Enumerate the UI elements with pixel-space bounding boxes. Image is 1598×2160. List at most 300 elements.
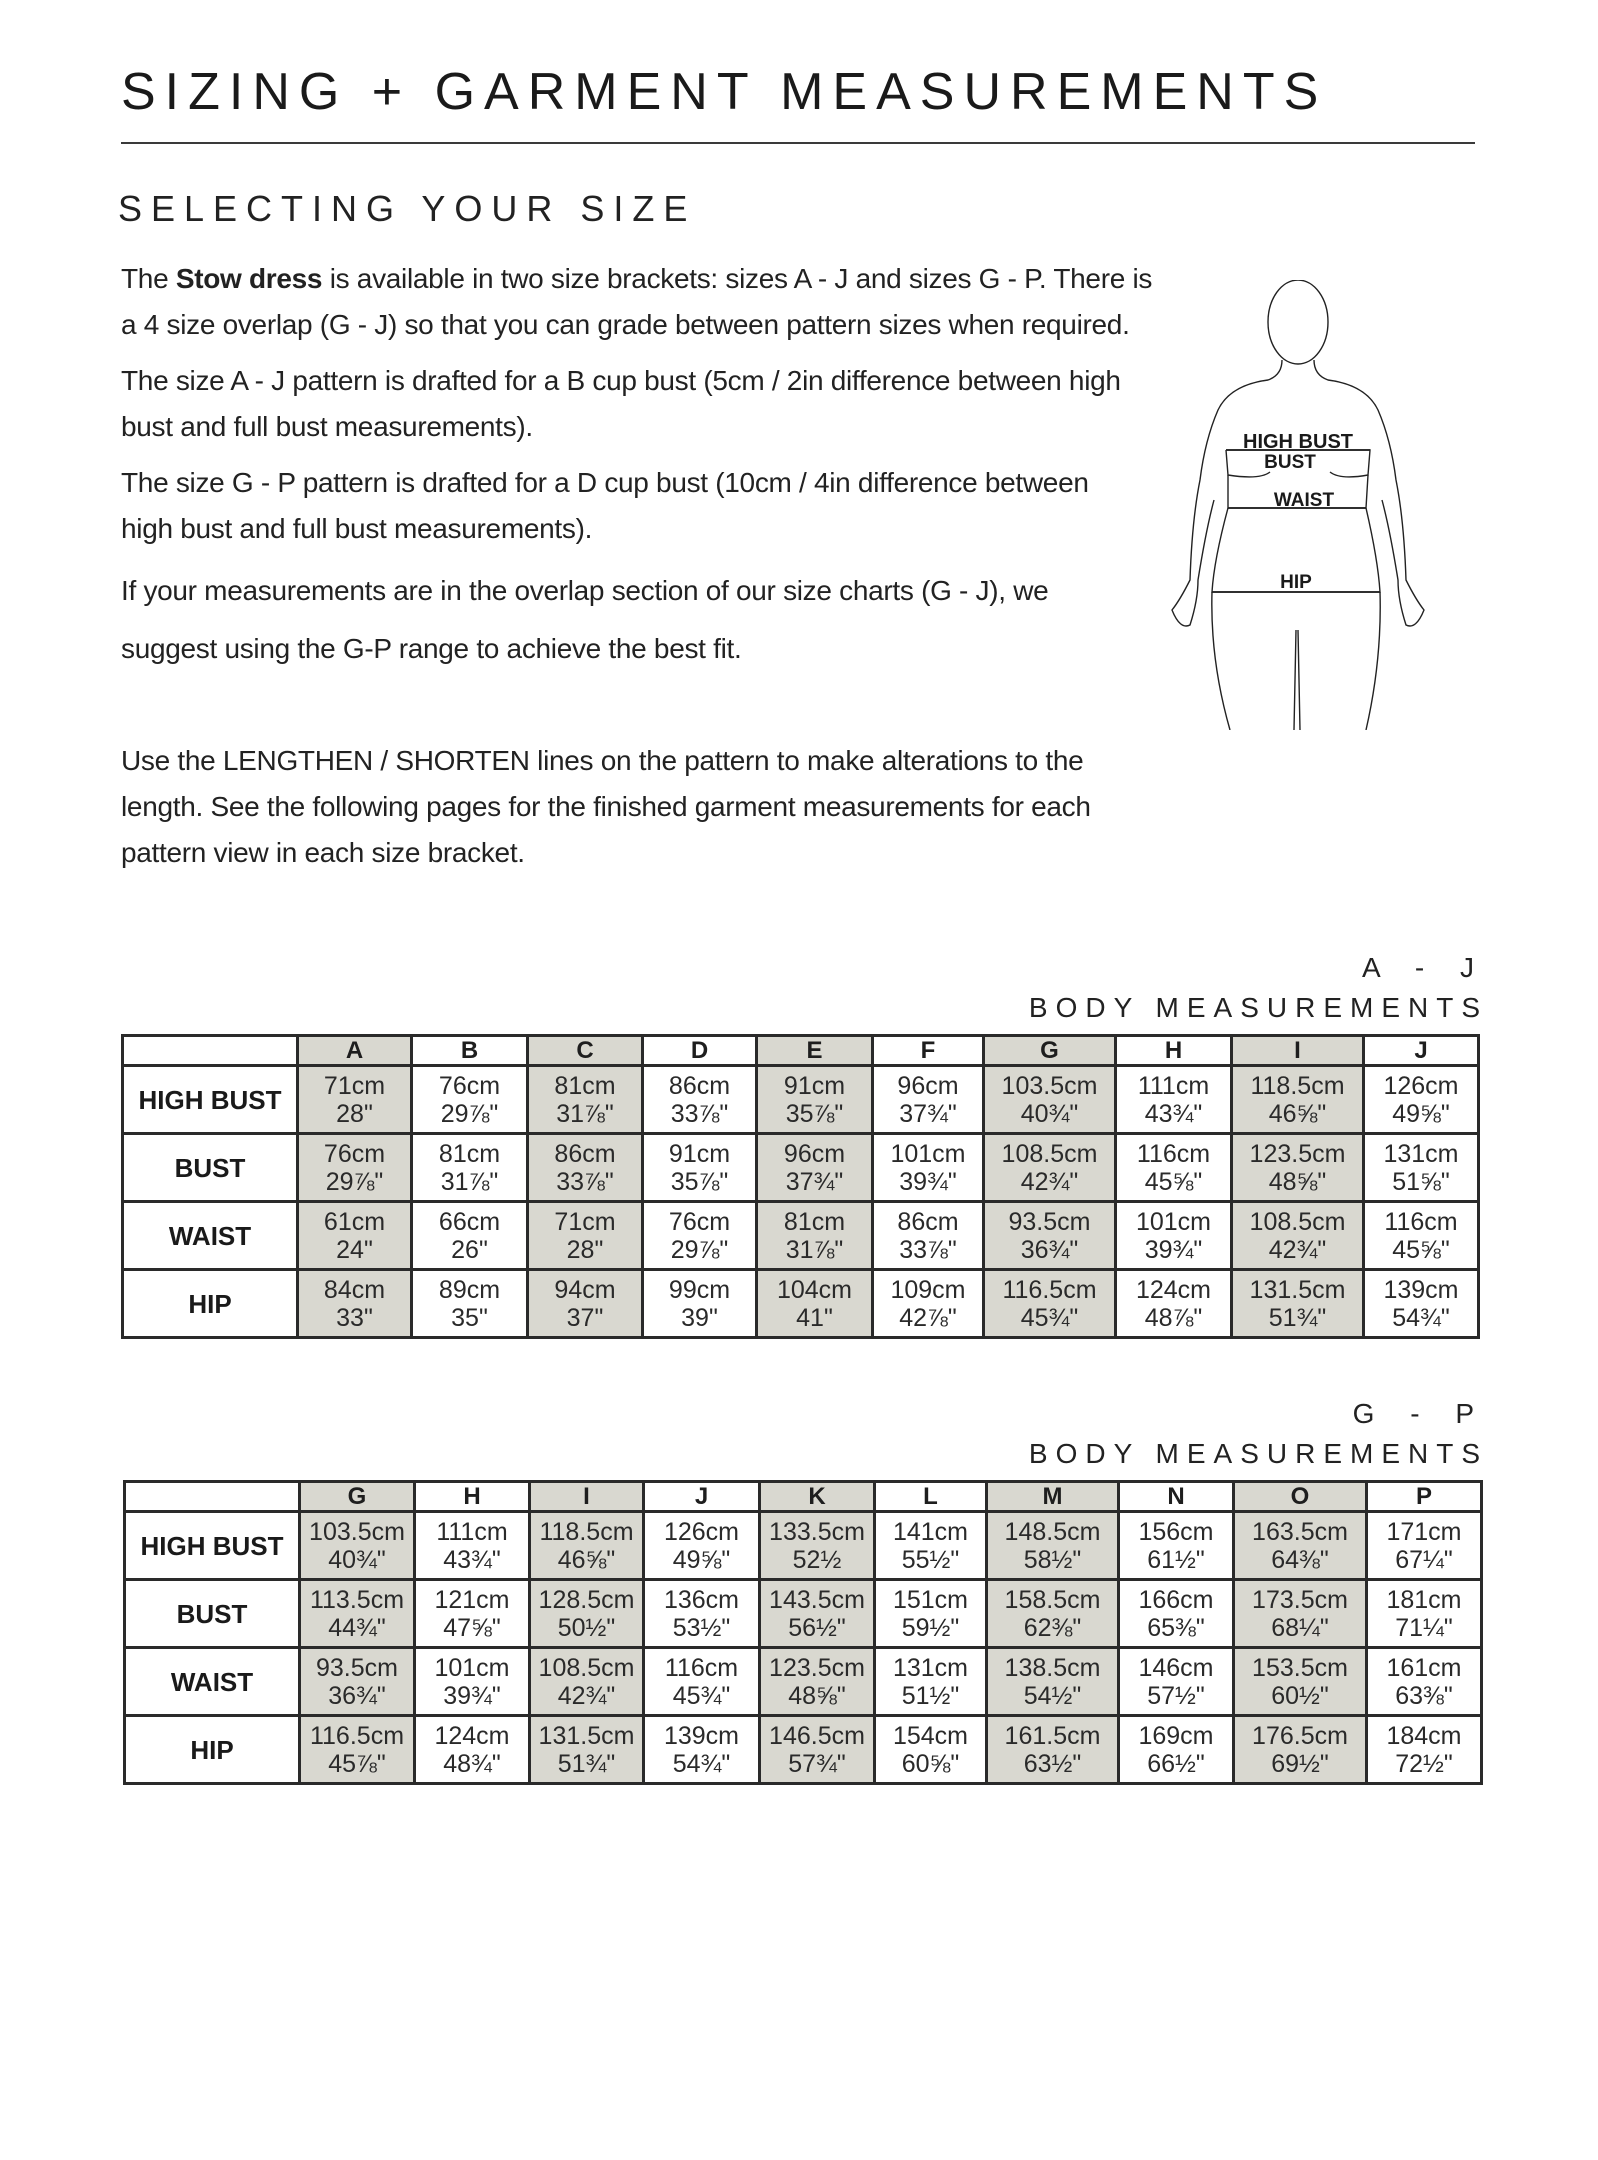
measurement-cell — [1234, 1716, 1367, 1784]
cm-value: 163.5cm — [1252, 1517, 1348, 1546]
measurement-cell — [987, 1512, 1119, 1580]
cm-value: 99cm — [668, 1275, 731, 1304]
cm-value: 121cm — [434, 1585, 510, 1614]
measurement-cell — [415, 1580, 530, 1648]
inch-value: 28" — [336, 1099, 373, 1128]
cm-value: 136cm — [663, 1585, 740, 1614]
measurement-cell — [1364, 1202, 1479, 1270]
size-header: A — [298, 1036, 412, 1066]
measurement-cell — [298, 1066, 412, 1134]
size-header: H — [415, 1482, 530, 1512]
measurement-cell — [1232, 1134, 1364, 1202]
measurement-cell — [1234, 1580, 1367, 1648]
cm-value: 93.5cm — [1008, 1207, 1091, 1236]
measurement-label: HIGH BUST — [125, 1512, 300, 1580]
size-header: J — [644, 1482, 760, 1512]
measurement-cell — [300, 1648, 415, 1716]
table-row — [125, 1648, 1482, 1716]
cm-value: 116.5cm — [1002, 1275, 1097, 1304]
measurement-cell — [643, 1134, 757, 1202]
cm-value: 116cm — [664, 1653, 739, 1682]
measurement-label: WAIST — [125, 1648, 300, 1716]
cm-value: 76cm — [323, 1139, 386, 1168]
table-row — [123, 1202, 1479, 1270]
table-aj-heading: BODY MEASUREMENTS — [1028, 992, 1488, 1023]
cm-value: 131cm — [892, 1653, 969, 1682]
cm-value: 141cm — [892, 1517, 969, 1546]
measurement-cell — [415, 1648, 530, 1716]
size-header: I — [530, 1482, 644, 1512]
measurement-cell — [987, 1580, 1119, 1648]
size-header: L — [875, 1482, 987, 1512]
measurement-cell — [644, 1580, 760, 1648]
hip-label: HIP — [1280, 572, 1312, 593]
inch-value: 60½" — [1271, 1681, 1329, 1710]
measurement-cell — [757, 1202, 873, 1270]
corner-cell — [123, 1036, 298, 1066]
inch-value: 56½" — [788, 1613, 846, 1642]
inch-value: 51⅝" — [1392, 1167, 1450, 1196]
measurement-cell — [1116, 1134, 1232, 1202]
measurement-cell — [300, 1580, 415, 1648]
inch-value: 54¾" — [1392, 1303, 1450, 1332]
table-row — [123, 1134, 1479, 1202]
inch-value: 48⅝" — [1268, 1167, 1327, 1196]
waist-label: WAIST — [1273, 490, 1335, 511]
page-title: SIZING + GARMENT MEASUREMENTS — [121, 63, 1328, 121]
cm-value: 143.5cm — [769, 1585, 865, 1614]
inch-value: 42¾" — [1268, 1235, 1327, 1264]
cm-value: 71cm — [554, 1207, 616, 1236]
measurement-cell — [643, 1202, 757, 1270]
inch-value: 45⅞" — [328, 1749, 386, 1778]
inch-value: 33⅞" — [670, 1099, 729, 1128]
cm-value: 126cm — [663, 1517, 740, 1546]
inch-value: 29⅞" — [325, 1167, 384, 1196]
measurement-cell — [875, 1512, 987, 1580]
inch-value: 41" — [796, 1303, 833, 1332]
measurement-cell — [1367, 1648, 1482, 1716]
cm-value: 81cm — [438, 1139, 501, 1168]
inch-value: 42¾" — [557, 1681, 616, 1710]
cm-value: 131.5cm — [1249, 1275, 1346, 1304]
cm-value: 86cm — [554, 1139, 616, 1168]
measurement-cell — [875, 1648, 987, 1716]
size-header: G — [300, 1482, 415, 1512]
measurement-cell — [1119, 1648, 1234, 1716]
measurement-cell — [528, 1270, 643, 1338]
size-header: H — [1116, 1036, 1232, 1066]
cm-value: 86cm — [668, 1071, 731, 1100]
measurement-cell — [300, 1512, 415, 1580]
inch-value: 71¼" — [1395, 1613, 1453, 1642]
measurement-cell — [1367, 1716, 1482, 1784]
inch-value: 28" — [566, 1235, 604, 1264]
size-header: K — [760, 1482, 875, 1512]
inch-value: 65⅜" — [1147, 1613, 1205, 1642]
cm-value: 133.5cm — [769, 1517, 865, 1546]
measurement-cell — [643, 1270, 757, 1338]
inch-value: 51½" — [901, 1681, 960, 1710]
cm-value: 166cm — [1138, 1585, 1214, 1614]
measurement-cell — [1116, 1066, 1232, 1134]
corner-cell — [125, 1482, 300, 1512]
cm-value: 109cm — [890, 1275, 966, 1304]
size-header: E — [757, 1036, 873, 1066]
cm-value: 111cm — [1137, 1071, 1210, 1100]
measurement-cell — [760, 1580, 875, 1648]
inch-value: 36¾" — [1020, 1235, 1079, 1264]
inch-value: 43¾" — [443, 1545, 501, 1574]
measurement-label: WAIST — [123, 1202, 298, 1270]
size-header: P — [1367, 1482, 1482, 1512]
cm-value: 173.5cm — [1252, 1585, 1348, 1614]
cm-value: 108.5cm — [1001, 1139, 1098, 1168]
table-row — [123, 1270, 1479, 1338]
inch-value: 61½" — [1147, 1545, 1205, 1574]
measurement-cell — [1364, 1066, 1479, 1134]
cm-value: 103.5cm — [1001, 1071, 1098, 1100]
cm-value: 71cm — [323, 1071, 386, 1100]
cm-value: 131cm — [1383, 1139, 1459, 1168]
measurement-cell — [875, 1580, 987, 1648]
cm-value: 123.5cm — [769, 1653, 865, 1682]
body-figure-illustration — [1170, 280, 1430, 730]
cm-value: 131.5cm — [538, 1721, 635, 1750]
inch-value: 39¾" — [443, 1681, 501, 1710]
cm-value: 101cm — [434, 1653, 510, 1682]
table-header-row — [123, 1036, 1479, 1066]
measurement-cell — [644, 1648, 760, 1716]
measurement-cell — [415, 1716, 530, 1784]
inch-value: 48⅝" — [788, 1681, 846, 1710]
inch-value: 62⅜" — [1023, 1613, 1082, 1642]
inch-value: 35⅞" — [785, 1099, 844, 1128]
measurement-cell — [1119, 1580, 1234, 1648]
size-header: D — [643, 1036, 757, 1066]
inch-value: 45¾" — [672, 1681, 731, 1710]
inch-value: 50½" — [557, 1613, 616, 1642]
cm-value: 181cm — [1386, 1585, 1462, 1614]
inch-value: 29⅞" — [670, 1235, 729, 1264]
inch-value: 31⅞" — [556, 1099, 614, 1128]
measurement-cell — [1234, 1648, 1367, 1716]
inch-value: 43¾" — [1144, 1099, 1203, 1128]
cm-value: 103.5cm — [309, 1517, 405, 1546]
measurement-cell — [1364, 1270, 1479, 1338]
measurement-cell — [412, 1202, 528, 1270]
high-bust-label: HIGH BUST — [1243, 431, 1353, 453]
cm-value: 161.5cm — [1004, 1721, 1101, 1750]
measurement-label: HIGH BUST — [123, 1066, 298, 1134]
cm-value: 154cm — [892, 1721, 969, 1750]
inch-value: 45⅝" — [1392, 1235, 1450, 1264]
inch-value: 51¾" — [557, 1749, 616, 1778]
cm-value: 113.5cm — [309, 1585, 405, 1614]
table-gp-heading: BODY MEASUREMENTS — [1028, 1438, 1488, 1469]
measurement-cell — [984, 1134, 1116, 1202]
table-row — [125, 1580, 1482, 1648]
inch-value: 68¼" — [1271, 1613, 1329, 1642]
inch-value: 48¾" — [443, 1749, 501, 1778]
cm-value: 66cm — [438, 1207, 501, 1236]
measurement-cell — [873, 1270, 984, 1338]
cm-value: 94cm — [554, 1275, 616, 1304]
inch-value: 53½" — [672, 1613, 731, 1642]
size-header: M — [987, 1482, 1119, 1512]
measurement-cell — [1364, 1134, 1479, 1202]
inch-value: 49⅝" — [672, 1545, 731, 1574]
table-aj-range: A - J — [1361, 952, 1488, 983]
cm-value: 81cm — [783, 1207, 846, 1236]
cm-value: 151cm — [892, 1585, 969, 1614]
size-header: N — [1119, 1482, 1234, 1512]
cm-value: 116cm — [1384, 1207, 1458, 1236]
inch-value: 35" — [451, 1303, 488, 1332]
inch-value: 31⅞" — [785, 1235, 844, 1264]
cm-value: 124cm — [434, 1721, 510, 1750]
inch-value: 31⅞" — [440, 1167, 499, 1196]
measurement-cell — [875, 1716, 987, 1784]
cm-value: 91cm — [668, 1139, 731, 1168]
inch-value: 40¾" — [1020, 1099, 1079, 1128]
measurement-cell — [1119, 1716, 1234, 1784]
cm-value: 158.5cm — [1004, 1585, 1101, 1614]
cm-value: 138.5cm — [1004, 1653, 1101, 1682]
inch-value: 35⅞" — [670, 1167, 729, 1196]
inch-value: 63⅜" — [1395, 1681, 1453, 1710]
inch-value: 36¾" — [328, 1681, 386, 1710]
measurement-cell — [1367, 1512, 1482, 1580]
size-header: F — [873, 1036, 984, 1066]
intro-paragraph-2: The size A - J pattern is drafted for a B cup bust (5cm / 2in difference between high bust and full bust measurements). — [121, 365, 1121, 442]
inch-value: 33⅞" — [556, 1167, 614, 1196]
inch-value: 66½" — [1147, 1749, 1205, 1778]
inch-value: 64⅜" — [1271, 1545, 1329, 1574]
cm-value: 146cm — [1138, 1653, 1214, 1682]
cm-value: 161cm — [1386, 1653, 1462, 1682]
inch-value: 29⅞" — [440, 1099, 499, 1128]
cm-value: 118.5cm — [539, 1517, 634, 1546]
measurement-cell — [643, 1066, 757, 1134]
body-outline-icon — [1170, 280, 1430, 730]
cm-value: 128.5cm — [538, 1585, 635, 1614]
cm-value: 108.5cm — [538, 1653, 635, 1682]
measurement-cell — [757, 1134, 873, 1202]
cm-value: 101cm — [890, 1139, 966, 1168]
inch-value: 39" — [681, 1303, 718, 1332]
table-row — [123, 1066, 1479, 1134]
cm-value: 118.5cm — [1250, 1071, 1345, 1100]
measurement-label: HIP — [125, 1716, 300, 1784]
measurement-cell — [530, 1716, 644, 1784]
title-divider — [121, 142, 1475, 144]
cm-value: 139cm — [663, 1721, 740, 1750]
cm-value: 123.5cm — [1249, 1139, 1346, 1168]
inch-value: 55½" — [901, 1545, 960, 1574]
cm-value: 171cm — [1386, 1517, 1462, 1546]
inch-value: 40¾" — [328, 1545, 386, 1574]
inch-value: 48⅞" — [1144, 1303, 1203, 1332]
inch-value: 49⅝" — [1392, 1099, 1450, 1128]
measurement-cell — [760, 1648, 875, 1716]
intro-paragraph-1: The Stow dress is available in two size brackets: sizes A - J and sizes G - P. There is a 4 size overlap (G - J) so that you can grade between pattern sizes when required. — [121, 263, 1153, 340]
inch-value: 42⅞" — [899, 1303, 957, 1332]
measurement-cell — [644, 1716, 760, 1784]
inch-value: 39¾" — [1144, 1235, 1203, 1264]
inch-value: 52½ — [792, 1545, 842, 1574]
measurement-label: BUST — [123, 1134, 298, 1202]
measurement-cell — [984, 1066, 1116, 1134]
measurement-cell — [984, 1202, 1116, 1270]
cm-value: 184cm — [1386, 1721, 1462, 1750]
inch-value: 69½" — [1271, 1749, 1329, 1778]
cm-value: 84cm — [323, 1275, 386, 1304]
measurement-cell — [987, 1716, 1119, 1784]
cm-value: 108.5cm — [1249, 1207, 1346, 1236]
measurement-cell — [1232, 1270, 1364, 1338]
inch-value: 46⅝" — [1268, 1099, 1327, 1128]
cm-value: 91cm — [783, 1071, 846, 1100]
inch-value: 37¾" — [785, 1167, 844, 1196]
cm-value: 146.5cm — [769, 1721, 865, 1750]
cm-value: 116.5cm — [309, 1721, 405, 1750]
inch-value: 59½" — [901, 1613, 960, 1642]
inch-value: 45⅝" — [1144, 1167, 1203, 1196]
cm-value: 61cm — [323, 1207, 386, 1236]
measurement-cell — [530, 1512, 644, 1580]
inch-value: 72½" — [1395, 1749, 1453, 1778]
size-header: I — [1232, 1036, 1364, 1066]
cm-value: 124cm — [1135, 1275, 1212, 1304]
measurement-cell — [528, 1134, 643, 1202]
inch-value: 44¾" — [328, 1613, 386, 1642]
cm-value: 76cm — [438, 1071, 501, 1100]
table-row — [125, 1512, 1482, 1580]
measurement-cell — [760, 1716, 875, 1784]
measurement-cell — [298, 1270, 412, 1338]
body-measurements-table-g-p — [123, 1480, 1483, 1785]
section-title: SELECTING YOUR SIZE — [118, 188, 697, 229]
measurement-cell — [412, 1134, 528, 1202]
measurement-cell — [760, 1512, 875, 1580]
size-header: C — [528, 1036, 643, 1066]
measurement-cell — [1116, 1202, 1232, 1270]
size-header: B — [412, 1036, 528, 1066]
measurement-cell — [757, 1270, 873, 1338]
inch-value: 33" — [336, 1303, 373, 1332]
inch-value: 39¾" — [899, 1167, 957, 1196]
inch-value: 26" — [451, 1235, 488, 1264]
cm-value: 89cm — [438, 1275, 501, 1304]
inch-value: 33⅞" — [899, 1235, 957, 1264]
cm-value: 104cm — [776, 1275, 853, 1304]
measurement-cell — [1119, 1512, 1234, 1580]
measurement-cell — [530, 1580, 644, 1648]
bust-label: BUST — [1264, 452, 1316, 473]
inch-value: 37¾" — [899, 1099, 957, 1128]
cm-value: 139cm — [1383, 1275, 1459, 1304]
size-header: O — [1234, 1482, 1367, 1512]
table-header-row — [125, 1482, 1482, 1512]
lengthen-shorten-text: Use the LENGTHEN / SHORTEN lines on the pattern to make alterations to the length. See the following pages for the finished garment measurements for each pattern view in each size bracket. — [121, 745, 1091, 868]
intro-paragraph-4: If your measurements are in the overlap section of our size charts (G - J), we suggest using the G-P range to achieve the best fit. — [121, 575, 1049, 664]
inch-value: 54½" — [1023, 1681, 1082, 1710]
measurement-cell — [1116, 1270, 1232, 1338]
measurement-cell — [873, 1202, 984, 1270]
cm-value: 176.5cm — [1252, 1721, 1348, 1750]
measurement-cell — [530, 1648, 644, 1716]
body-measurements-table-a-j — [121, 1034, 1480, 1339]
inch-value: 57¾" — [788, 1749, 846, 1778]
cm-value: 86cm — [897, 1207, 959, 1236]
measurement-cell — [873, 1134, 984, 1202]
measurement-cell — [415, 1512, 530, 1580]
measurement-cell — [987, 1648, 1119, 1716]
measurement-cell — [528, 1202, 643, 1270]
cm-value: 148.5cm — [1004, 1517, 1101, 1546]
inch-value: 45¾" — [1020, 1303, 1079, 1332]
measurement-cell — [298, 1202, 412, 1270]
cm-value: 93.5cm — [316, 1653, 398, 1682]
cm-value: 156cm — [1138, 1517, 1214, 1546]
measurement-cell — [1234, 1512, 1367, 1580]
cm-value: 111cm — [436, 1517, 508, 1546]
measurement-cell — [300, 1716, 415, 1784]
measurement-cell — [528, 1066, 643, 1134]
measurement-label: BUST — [125, 1580, 300, 1648]
inch-value: 47⅝" — [443, 1613, 501, 1642]
inch-value: 51¾" — [1268, 1303, 1327, 1332]
measurement-cell — [757, 1066, 873, 1134]
measurement-cell — [412, 1270, 528, 1338]
measurement-cell — [1232, 1202, 1364, 1270]
measurement-cell — [644, 1512, 760, 1580]
inch-value: 37" — [566, 1303, 604, 1332]
inch-value: 60⅝" — [901, 1749, 960, 1778]
inch-value: 57½" — [1147, 1681, 1205, 1710]
cm-value: 116cm — [1136, 1139, 1211, 1168]
cm-value: 169cm — [1138, 1721, 1214, 1750]
intro-paragraph-3: The size G - P pattern is drafted for a D cup bust (10cm / 4in difference between high bust and full bust measurements). — [121, 467, 1089, 544]
table-row — [125, 1716, 1482, 1784]
inch-value: 54¾" — [672, 1749, 731, 1778]
inch-value: 24" — [336, 1235, 373, 1264]
cm-value: 153.5cm — [1252, 1653, 1348, 1682]
inch-value: 63½" — [1023, 1749, 1082, 1778]
measurement-cell — [1367, 1580, 1482, 1648]
cm-value: 76cm — [668, 1207, 731, 1236]
measurement-cell — [873, 1066, 984, 1134]
cm-value: 96cm — [897, 1071, 959, 1100]
inch-value: 58½" — [1023, 1545, 1082, 1574]
inch-value: 42¾" — [1020, 1167, 1079, 1196]
measurement-cell — [298, 1134, 412, 1202]
measurement-label: HIP — [123, 1270, 298, 1338]
product-name: Stow dress — [175, 263, 323, 294]
measurement-cell — [1232, 1066, 1364, 1134]
inch-value: 46⅝" — [557, 1545, 616, 1574]
size-header: J — [1364, 1036, 1479, 1066]
cm-value: 101cm — [1135, 1207, 1212, 1236]
intro-text — [121, 256, 1161, 688]
measurement-cell — [984, 1270, 1116, 1338]
size-header: G — [984, 1036, 1116, 1066]
cm-value: 126cm — [1383, 1071, 1459, 1100]
cm-value: 81cm — [554, 1071, 616, 1100]
table-gp-range: G - P — [1352, 1398, 1488, 1429]
measurement-cell — [412, 1066, 528, 1134]
